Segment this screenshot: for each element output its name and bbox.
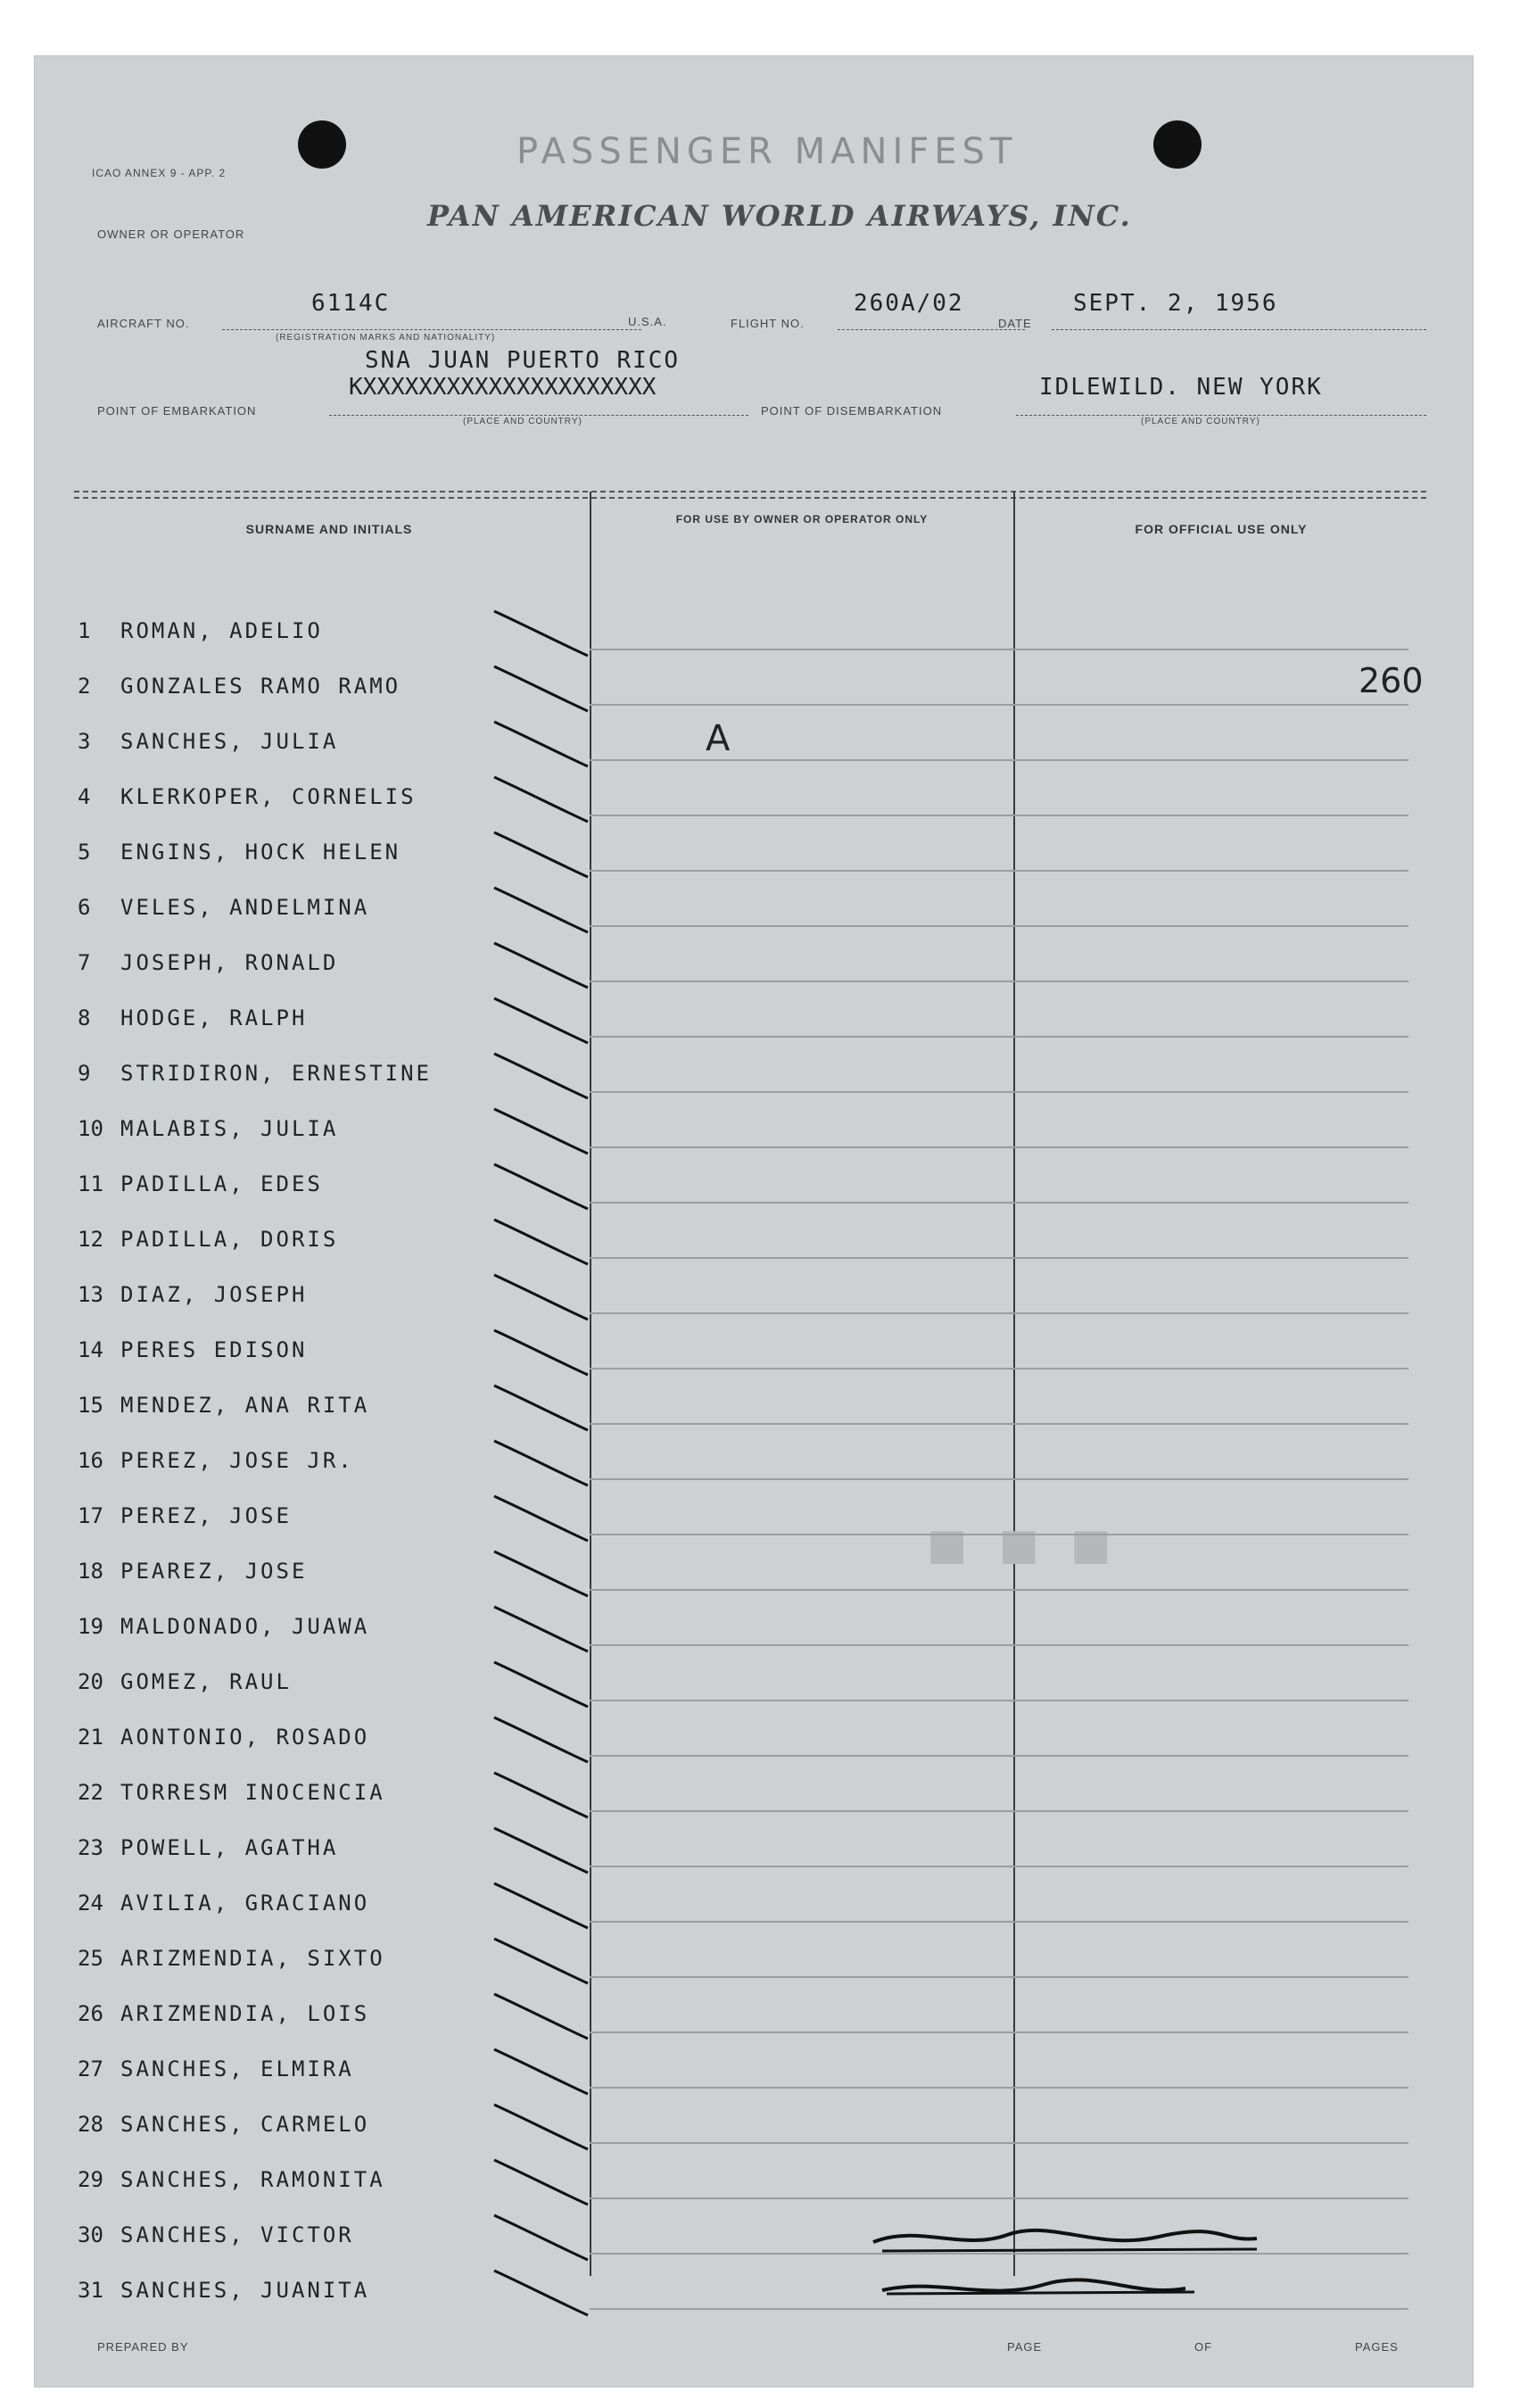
- row-number: 31: [78, 2278, 103, 2303]
- flight-label: FLIGHT NO.: [731, 317, 805, 330]
- check-mark: [481, 2265, 597, 2321]
- passenger-name: PADILLA, DORIS: [120, 1227, 339, 1252]
- nationality: U.S.A.: [628, 315, 667, 328]
- passenger-row: [35, 1867, 1408, 1923]
- passenger-name: PEREZ, JOSE JR.: [120, 1448, 354, 1473]
- passenger-row: [35, 927, 1408, 982]
- passenger-row: [35, 1535, 1408, 1591]
- disembarkation-place: IDLEWILD. NEW YORK: [1039, 374, 1323, 401]
- col-operator-header: FOR USE BY OWNER OR OPERATOR ONLY: [675, 513, 929, 525]
- passenger-name: ENGINS, HOCK HELEN: [120, 840, 401, 865]
- passenger-name: PADILLA, EDES: [120, 1171, 323, 1196]
- embarkation-label: POINT OF EMBARKATION: [97, 404, 257, 418]
- passenger-name: VELES, ANDELMINA: [120, 895, 370, 920]
- passenger-name: PEAREZ, JOSE: [120, 1559, 308, 1584]
- punch-hole: [1153, 120, 1202, 169]
- flight-date: SEPT. 2, 1956: [1073, 290, 1278, 317]
- passenger-row: [35, 1978, 1408, 2033]
- passenger-row: [35, 1369, 1408, 1425]
- row-number: 1: [78, 618, 91, 643]
- of-label: OF: [1194, 2340, 1213, 2354]
- passenger-name: KLERKOPER, CORNELIS: [120, 784, 417, 809]
- col-surname-header: SURNAME AND INITIALS: [245, 522, 413, 536]
- row-number: 11: [78, 1171, 103, 1196]
- prepared-by-label: PREPARED BY: [97, 2340, 189, 2354]
- passenger-row: [35, 595, 1408, 650]
- manifest-sheet: [34, 55, 1474, 2387]
- passenger-name: GOMEZ, RAUL: [120, 1669, 292, 1694]
- passenger-name: SANCHES, RAMONITA: [120, 2167, 385, 2192]
- passenger-row: [35, 1204, 1408, 1259]
- row-number: 13: [78, 1282, 103, 1307]
- passenger-name: AVILIA, GRACIANO: [120, 1891, 370, 1916]
- passenger-row: [35, 1646, 1408, 1701]
- row-number: 20: [78, 1669, 103, 1694]
- passenger-row: [35, 2144, 1408, 2199]
- signature-scribble: [864, 2215, 1275, 2313]
- page-label: PAGE: [1007, 2340, 1043, 2354]
- punch-hole: [298, 120, 346, 169]
- passenger-name: STRIDIRON, ERNESTINE: [120, 1061, 432, 1086]
- passenger-name: TORRESM INOCENCIA: [120, 1780, 385, 1805]
- passenger-name: AONTONIO, ROSADO: [120, 1725, 370, 1750]
- row-number: 12: [78, 1227, 103, 1252]
- passenger-row: [35, 872, 1408, 927]
- passenger-name: JOSEPH, RONALD: [120, 950, 339, 975]
- passenger-row: [35, 650, 1408, 706]
- aircraft-number: 6114C: [311, 290, 391, 317]
- row-number: 6: [78, 895, 91, 920]
- row-number: 16: [78, 1448, 103, 1473]
- pages-label: PAGES: [1355, 2340, 1399, 2354]
- passenger-row: [35, 1259, 1408, 1314]
- embarkation-line1: SNA JUAN PUERTO RICO: [365, 347, 681, 374]
- passenger-row: [35, 1591, 1408, 1646]
- passenger-name: HODGE, RALPH: [120, 1005, 308, 1030]
- passenger-row: [35, 1480, 1408, 1535]
- date-label: DATE: [998, 317, 1032, 330]
- row-number: 24: [78, 1891, 103, 1916]
- row-number: 4: [78, 784, 91, 809]
- passenger-row: [35, 1425, 1408, 1480]
- passenger-name: ARIZMENDIA, SIXTO: [120, 1946, 385, 1971]
- form-title: PASSENGER MANIFEST: [516, 131, 1018, 172]
- col-official-header: FOR OFFICIAL USE ONLY: [1135, 522, 1308, 536]
- passenger-name: SANCHES, ELMIRA: [120, 2056, 354, 2081]
- passenger-row: [35, 1923, 1408, 1978]
- flight-number: 260A/02: [854, 290, 964, 317]
- passenger-row: [35, 1701, 1408, 1757]
- row-number: 21: [78, 1725, 103, 1750]
- corner-stamp: ICAO ANNEX 9 - APP. 2: [92, 167, 227, 179]
- row-number: 8: [78, 1005, 91, 1030]
- passenger-name: PEREZ, JOSE: [120, 1503, 292, 1528]
- row-number: 15: [78, 1393, 103, 1418]
- row-number: 26: [78, 2001, 103, 2026]
- passenger-name: SANCHES, JUANITA: [120, 2278, 370, 2303]
- passenger-name: POWELL, AGATHA: [120, 1835, 339, 1860]
- row-number: 27: [78, 2056, 103, 2081]
- passenger-name: SANCHES, VICTOR: [120, 2222, 354, 2247]
- passenger-name: ROMAN, ADELIO: [120, 618, 323, 643]
- passenger-name: MALABIS, JULIA: [120, 1116, 339, 1141]
- row-number: 2: [78, 674, 91, 699]
- passenger-name: GONZALES RAMO RAMO: [120, 674, 401, 699]
- row-number: 22: [78, 1780, 103, 1805]
- passenger-row: [35, 1093, 1408, 1148]
- disembark-place-sub: (PLACE AND COUNTRY): [1141, 417, 1260, 426]
- passenger-row: [35, 1314, 1408, 1369]
- passenger-row: [35, 706, 1408, 761]
- faint-stamp: ■ ■ ■: [927, 1519, 1120, 1569]
- passenger-row: [35, 761, 1408, 816]
- passenger-name: SANCHES, CARMELO: [120, 2112, 370, 2137]
- row-number: 3: [78, 729, 91, 754]
- passenger-name: MALDONADO, JUAWA: [120, 1614, 370, 1639]
- passenger-row: [35, 1038, 1408, 1093]
- owner-label: OWNER OR OPERATOR: [97, 228, 245, 241]
- row-number: 28: [78, 2112, 103, 2137]
- row-number: 9: [78, 1061, 91, 1086]
- passenger-row: [35, 1148, 1408, 1204]
- handwritten-number: 260: [1359, 661, 1424, 700]
- passenger-row: [35, 1757, 1408, 1812]
- row-number: 17: [78, 1503, 103, 1528]
- passenger-row: [35, 982, 1408, 1038]
- passenger-row: [35, 2033, 1408, 2089]
- row-number: 7: [78, 950, 91, 975]
- passenger-name: SANCHES, JULIA: [120, 729, 339, 754]
- row-number: 29: [78, 2167, 103, 2192]
- passenger-name: PERES EDISON: [120, 1337, 308, 1362]
- passenger-row: [35, 2089, 1408, 2144]
- passenger-name: DIAZ, JOSEPH: [120, 1282, 308, 1307]
- row-number: 10: [78, 1116, 103, 1141]
- passenger-row: [35, 1812, 1408, 1867]
- aircraft-label: AIRCRAFT NO.: [97, 317, 190, 330]
- row-number: 18: [78, 1559, 103, 1584]
- disembarkation-label: POINT OF DISEMBARKATION: [761, 404, 943, 418]
- aircraft-sub: (REGISTRATION MARKS AND NATIONALITY): [276, 333, 496, 343]
- embark-place-sub: (PLACE AND COUNTRY): [463, 417, 582, 426]
- passenger-name: MENDEZ, ANA RITA: [120, 1393, 370, 1418]
- row-number: 19: [78, 1614, 103, 1639]
- row-number: 25: [78, 1946, 103, 1971]
- airline-name: PAN AMERICAN WORLD AIRWAYS, INC.: [427, 199, 1132, 233]
- row-number: 14: [78, 1337, 103, 1362]
- row-number: 5: [78, 840, 91, 865]
- passenger-name: ARIZMENDIA, LOIS: [120, 2001, 370, 2026]
- handwritten-mark: A: [706, 718, 731, 759]
- row-number: 30: [78, 2222, 103, 2247]
- row-number: 23: [78, 1835, 103, 1860]
- passenger-row: [35, 816, 1408, 872]
- embarkation-strikeout: KXXXXXXXXXXXXXXXXXXXXX: [349, 374, 657, 401]
